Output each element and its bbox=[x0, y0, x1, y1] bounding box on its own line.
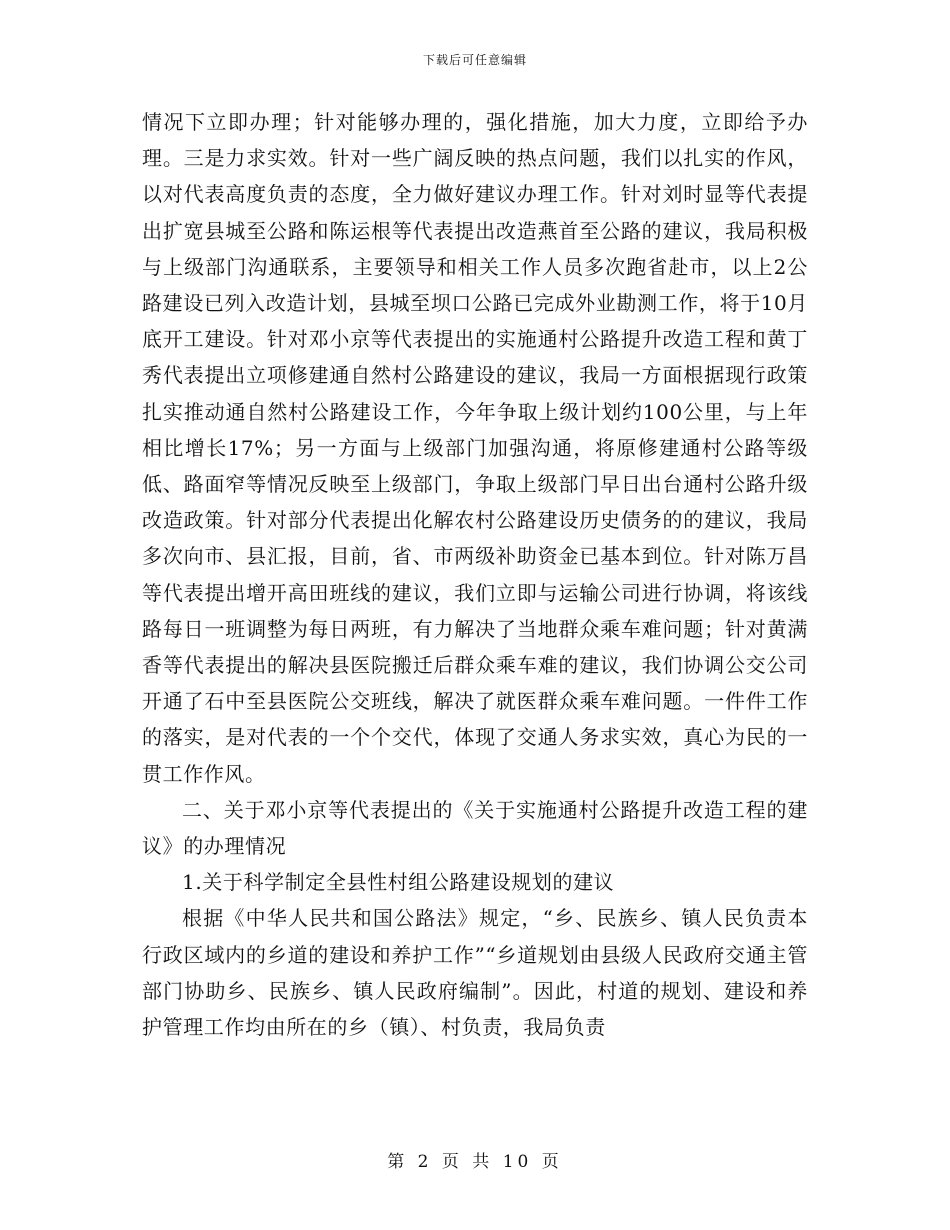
paragraph-1: 情况下立即办理；针对能够办理的，强化措施，加大力度，立即给予办理。三是力求实效。针对一些广阔反映的热点问题，我们以扎实的作风，以对代表高度负责的态度，全力做好建议办理工作。针对刘时显等代表提出扩宽县城至公路和陈运根等代表提出改造燕首至公路的建议，我局积极与上级部门沟通联系，主要领导和相关工作人员多次跑省赴市，以上2公路建设已列入改造计划，县城至坝口公路已完成外业勘测工作，将于10月底开工建设。针对邓小京等代表提出的实施通村公路提升改造工程和黄丁秀代表提出立项修建通自然村公路建设的建议，我局一方面根据现行政策扎实推动通自然村公路建设工作，今年争取上级计划约100公里，与上年相比增长17%；另一方面与上级部门加强沟通，将原修建通村公路等级低、路面窄等情况反映至上级部门，争取上级部门早日出台通村公路升级改造政策。针对部分代表提出化解农村公路建设历史债务的的建议，我局多次向市、县汇报，目前，省、市两级补助资金已基本到位。针对陈万昌等代表提出增开高田班线的建议，我们立即与运输公司进行协调，将该线路每日一班调整为每日两班，有力解决了当地群众乘车难问题；针对黄满香等代表提出的解决县医院搬迁后群众乘车难的建议，我们协调公交公司开通了石中至县医院公交班线，解决了就医群众乘车难问题。一件件工作的落实，是对代表的一个个交代，体现了交通人务求实效，真心为民的一贯工作作风。 bbox=[142, 110, 808, 786]
document-body bbox=[142, 104, 808, 1045]
paragraph-3-subheading: 1.关于科学制定全县性村组公路建设规划的建议 bbox=[182, 870, 615, 895]
page-header-note: 下载后可任意编辑 bbox=[422, 53, 527, 67]
paragraph-2-section-heading: 二、关于邓小京等代表提出的《关于实施通村公路提升改造工程的建议》的办理情况 bbox=[142, 797, 808, 859]
page-number: 第 2 页 共 10 页 bbox=[387, 1152, 563, 1172]
paragraph-4: 根据《中华人民共和国公路法》规定，“乡、民族乡、镇人民负责本行政区域内的乡道的建设和养护工作”“乡道规划由县级人民政府交通主管部门协助乡、民族乡、镇人民政府编制”。因此，村道的规划、建设和养护管理工作均由所在的乡（镇）、村负责，我局负责 bbox=[142, 906, 808, 1040]
